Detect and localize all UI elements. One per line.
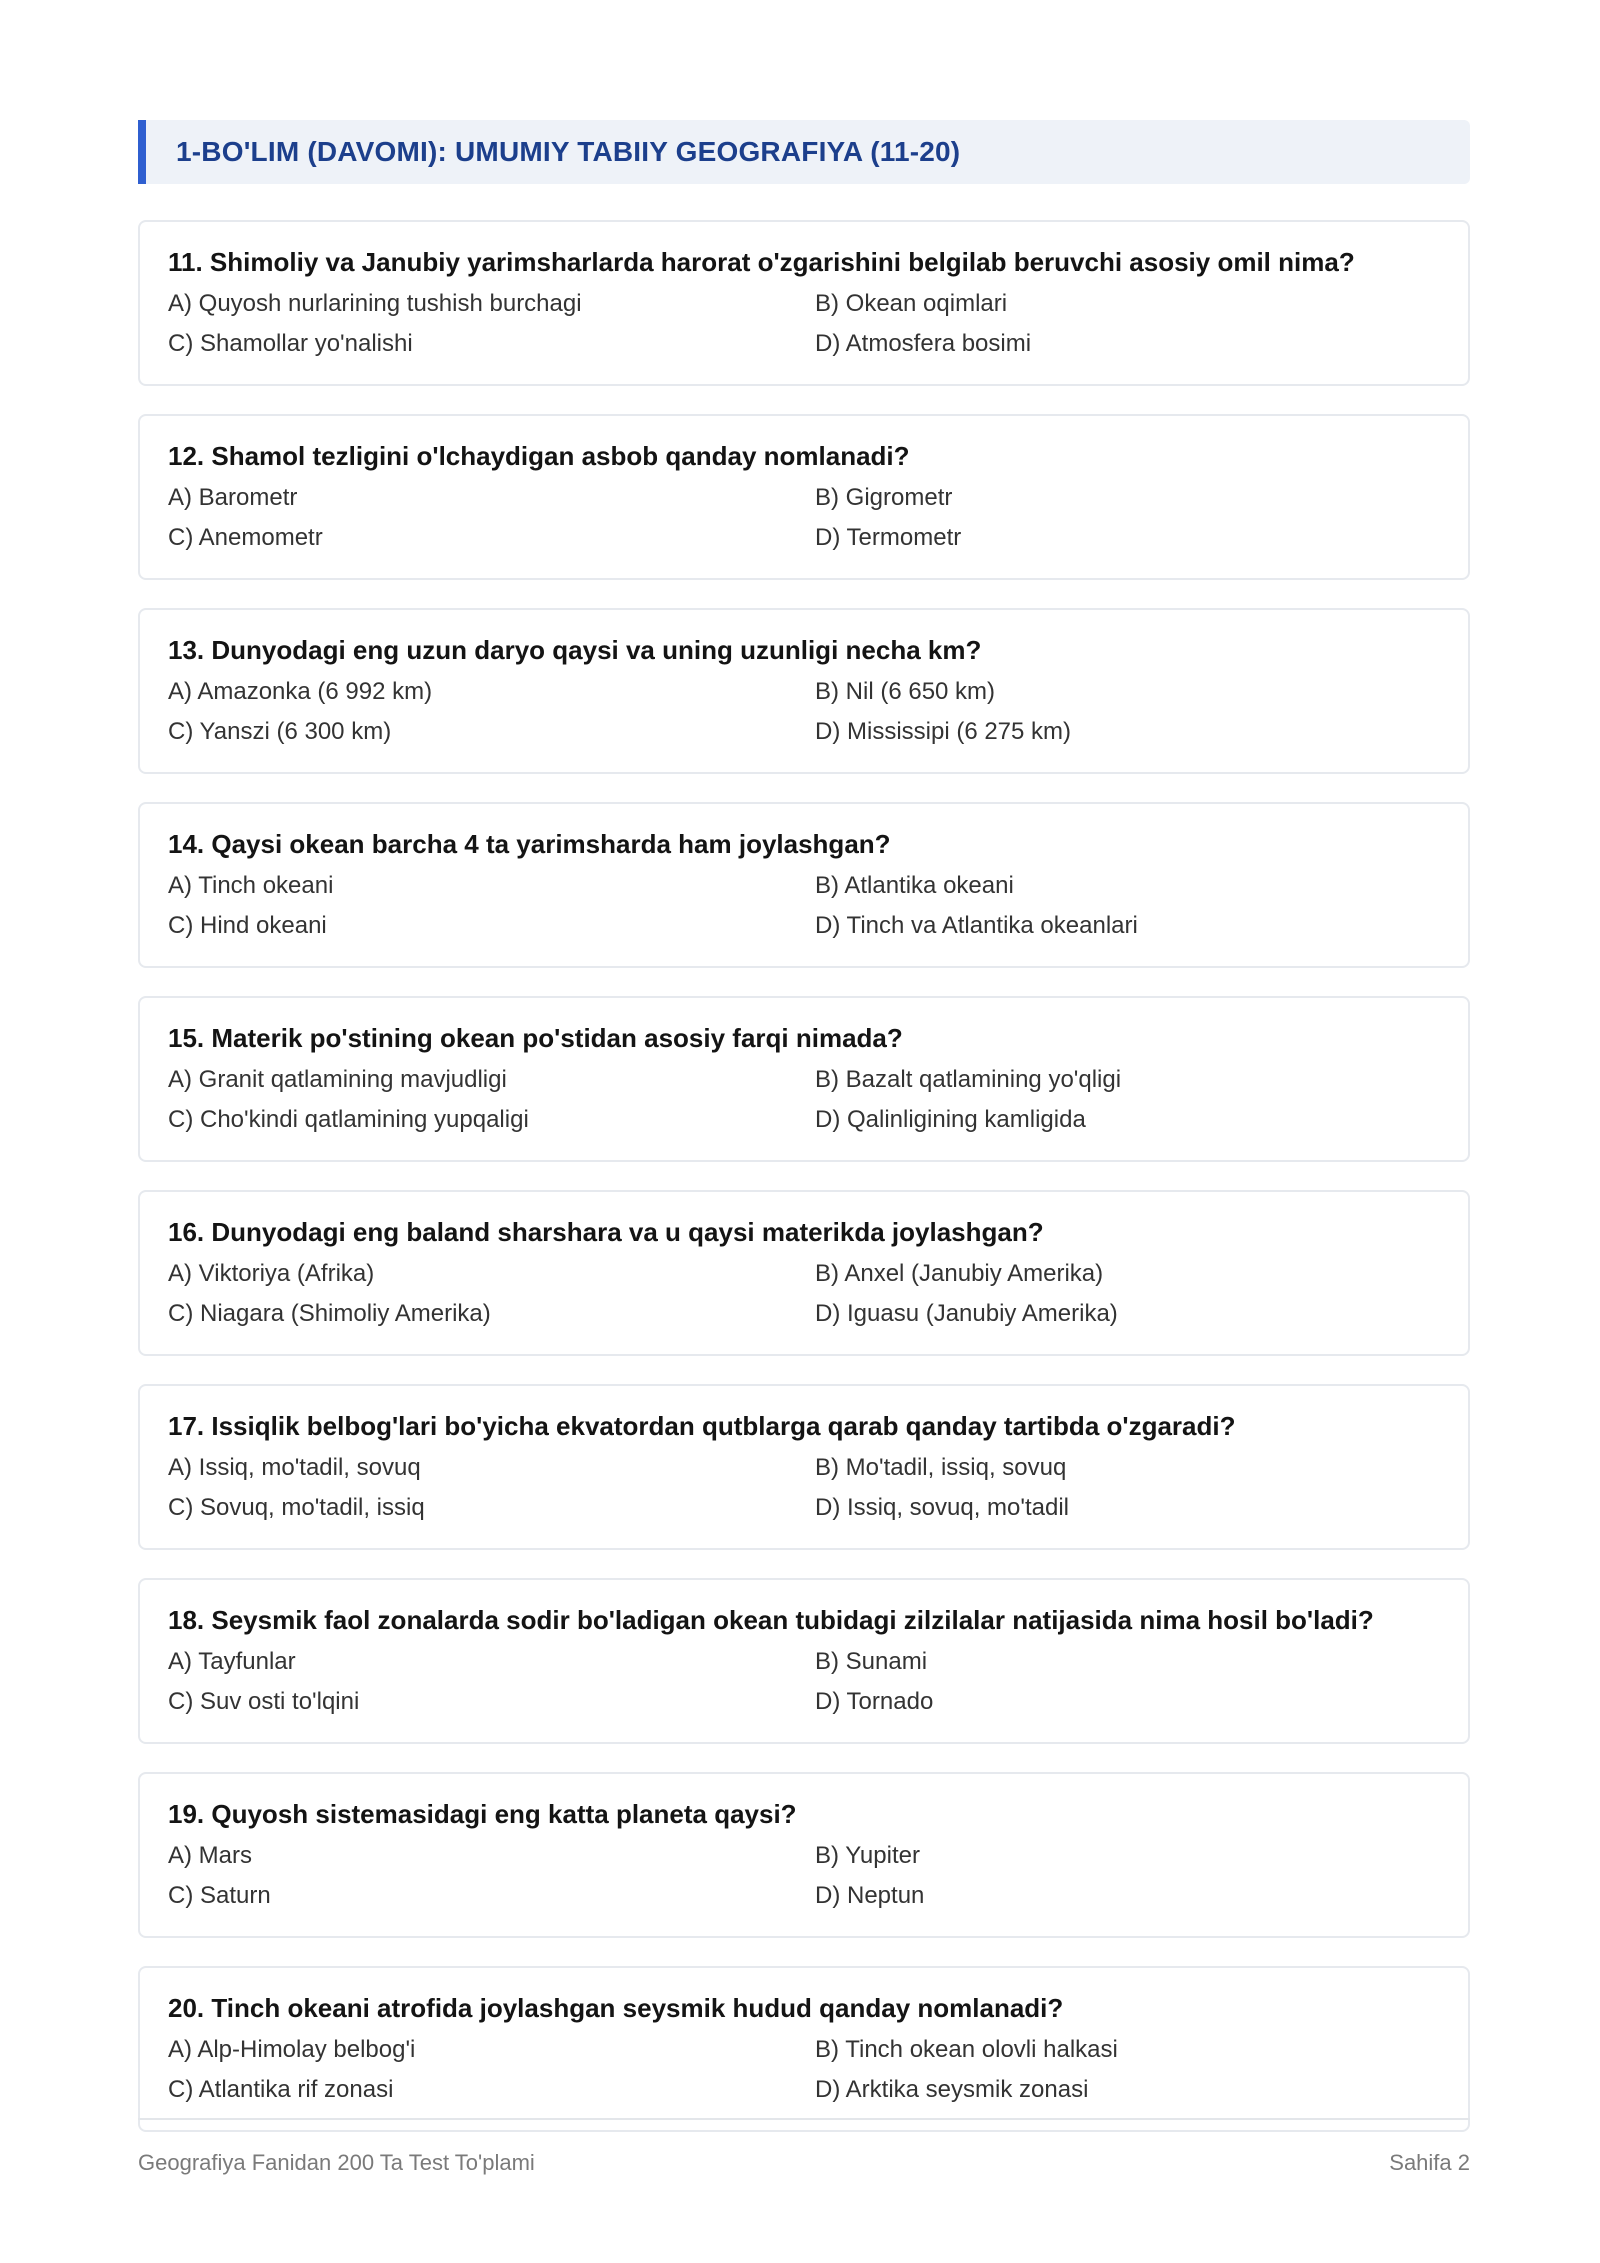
options-grid [168, 1256, 1440, 1332]
option-a: A) Tayfunlar [168, 1648, 296, 1675]
question-text: 17. Issiqlik belbog'lari bo'yicha ekvatordan qutblarga qarab qanday tartibda o'zgaradi? [168, 1411, 1236, 1441]
option-c: C) Atlantika rif zonasi [168, 2076, 394, 2103]
options-grid [168, 1644, 1440, 1720]
option-c: C) Saturn [168, 1882, 271, 1909]
section-header [138, 120, 1470, 184]
options-grid [168, 674, 1440, 750]
question-text: 14. Qaysi okean barcha 4 ta yarimsharda ham joylashgan? [168, 829, 891, 859]
option-c: C) Sovuq, mo'tadil, issiq [168, 1494, 425, 1521]
option-b: B) Yupiter [815, 1842, 920, 1869]
option-d: D) Arktika seysmik zonasi [815, 2076, 1089, 2103]
question-text: 16. Dunyodagi eng baland sharshara va u qaysi materikda joylashgan? [168, 1217, 1044, 1247]
option-a: A) Mars [168, 1842, 252, 1869]
page-content [138, 120, 1470, 2132]
question-text: 18. Seysmik faol zonalarda sodir bo'ladigan okean tubidagi zilzilalar natijasida nima hosil bo'ladi? [168, 1605, 1374, 1635]
question-card-17 [138, 1384, 1470, 1550]
options-grid [168, 1838, 1440, 1914]
option-a: A) Quyosh nurlarining tushish burchagi [168, 290, 582, 317]
options-grid [168, 1062, 1440, 1138]
option-a: A) Issiq, mo'tadil, sovuq [168, 1454, 421, 1481]
option-b: B) Nil (6 650 km) [815, 678, 996, 705]
option-d: D) Qalinligining kamligida [815, 1106, 1086, 1133]
option-c: C) Cho'kindi qatlamining yupqaligi [168, 1106, 529, 1133]
question-card-19 [138, 1772, 1470, 1938]
question-card-11 [138, 220, 1470, 386]
option-a: A) Tinch okeani [168, 872, 334, 899]
option-d: D) Neptun [815, 1882, 925, 1909]
footer-document-title: Geografiya Fanidan 200 Ta Test To'plami [138, 2150, 535, 2175]
question-text: 11. Shimoliy va Janubiy yarimsharlarda harorat o'zgarishini belgilab beruvchi asosiy omil nima? [168, 247, 1355, 277]
question-card-13 [138, 608, 1470, 774]
option-b: B) Atlantika okeani [815, 872, 1014, 899]
option-c: C) Shamollar yo'nalishi [168, 330, 413, 357]
options-grid [168, 1450, 1440, 1526]
option-a: A) Viktoriya (Afrika) [168, 1260, 375, 1287]
option-d: D) Termometr [815, 524, 962, 551]
question-card-12 [138, 414, 1470, 580]
question-card-18 [138, 1578, 1470, 1744]
option-c: C) Niagara (Shimoliy Amerika) [168, 1300, 491, 1327]
question-text: 20. Tinch okeani atrofida joylashgan seysmik hudud qanday nomlanadi? [168, 1993, 1064, 2023]
option-b: B) Bazalt qatlamining yo'qligi [815, 1066, 1122, 1093]
option-b: B) Mo'tadil, issiq, sovuq [815, 1454, 1067, 1481]
option-b: B) Gigrometr [815, 484, 953, 511]
question-text: 13. Dunyodagi eng uzun daryo qaysi va uning uzunligi necha km? [168, 635, 982, 665]
option-c: C) Hind okeani [168, 912, 327, 939]
options-grid [168, 286, 1440, 362]
question-card-15 [138, 996, 1470, 1162]
option-d: D) Tinch va Atlantika okeanlari [815, 912, 1138, 939]
option-b: B) Sunami [815, 1648, 928, 1675]
page-footer [138, 2118, 1470, 2176]
question-card-14 [138, 802, 1470, 968]
option-b: B) Tinch okean olovli halkasi [815, 2036, 1118, 2063]
option-c: C) Suv osti to'lqini [168, 1688, 360, 1715]
question-text: 15. Materik po'stining okean po'stidan asosiy farqi nimada? [168, 1023, 903, 1053]
option-d: D) Tornado [815, 1688, 934, 1715]
option-c: C) Yanszi (6 300 km) [168, 718, 392, 745]
option-b: B) Anxel (Janubiy Amerika) [815, 1260, 1104, 1287]
section-title: 1-BO'LIM (DAVOMI): UMUMIY TABIIY GEOGRAFIYA (11-20) [176, 136, 961, 167]
option-a: A) Alp-Himolay belbog'i [168, 2036, 416, 2063]
option-a: A) Barometr [168, 484, 298, 511]
question-text: 19. Quyosh sistemasidagi eng katta planeta qaysi? [168, 1799, 797, 1829]
option-d: D) Atmosfera bosimi [815, 330, 1032, 357]
options-grid [168, 480, 1440, 556]
option-a: A) Amazonka (6 992 km) [168, 678, 433, 705]
question-card-16 [138, 1190, 1470, 1356]
footer-row [138, 2120, 1470, 2176]
option-d: D) Iguasu (Janubiy Amerika) [815, 1300, 1118, 1327]
option-d: D) Issiq, sovuq, mo'tadil [815, 1494, 1070, 1521]
option-d: D) Mississipi (6 275 km) [815, 718, 1072, 745]
option-b: B) Okean oqimlari [815, 290, 1008, 317]
footer-page-number: Sahifa 2 [1389, 2150, 1470, 2175]
options-grid [168, 2032, 1440, 2108]
question-text: 12. Shamol tezligini o'lchaydigan asbob qanday nomlanadi? [168, 441, 910, 471]
option-c: C) Anemometr [168, 524, 323, 551]
option-a: A) Granit qatlamining mavjudligi [168, 1066, 507, 1093]
options-grid [168, 868, 1440, 944]
question-card-20 [138, 1966, 1470, 2132]
